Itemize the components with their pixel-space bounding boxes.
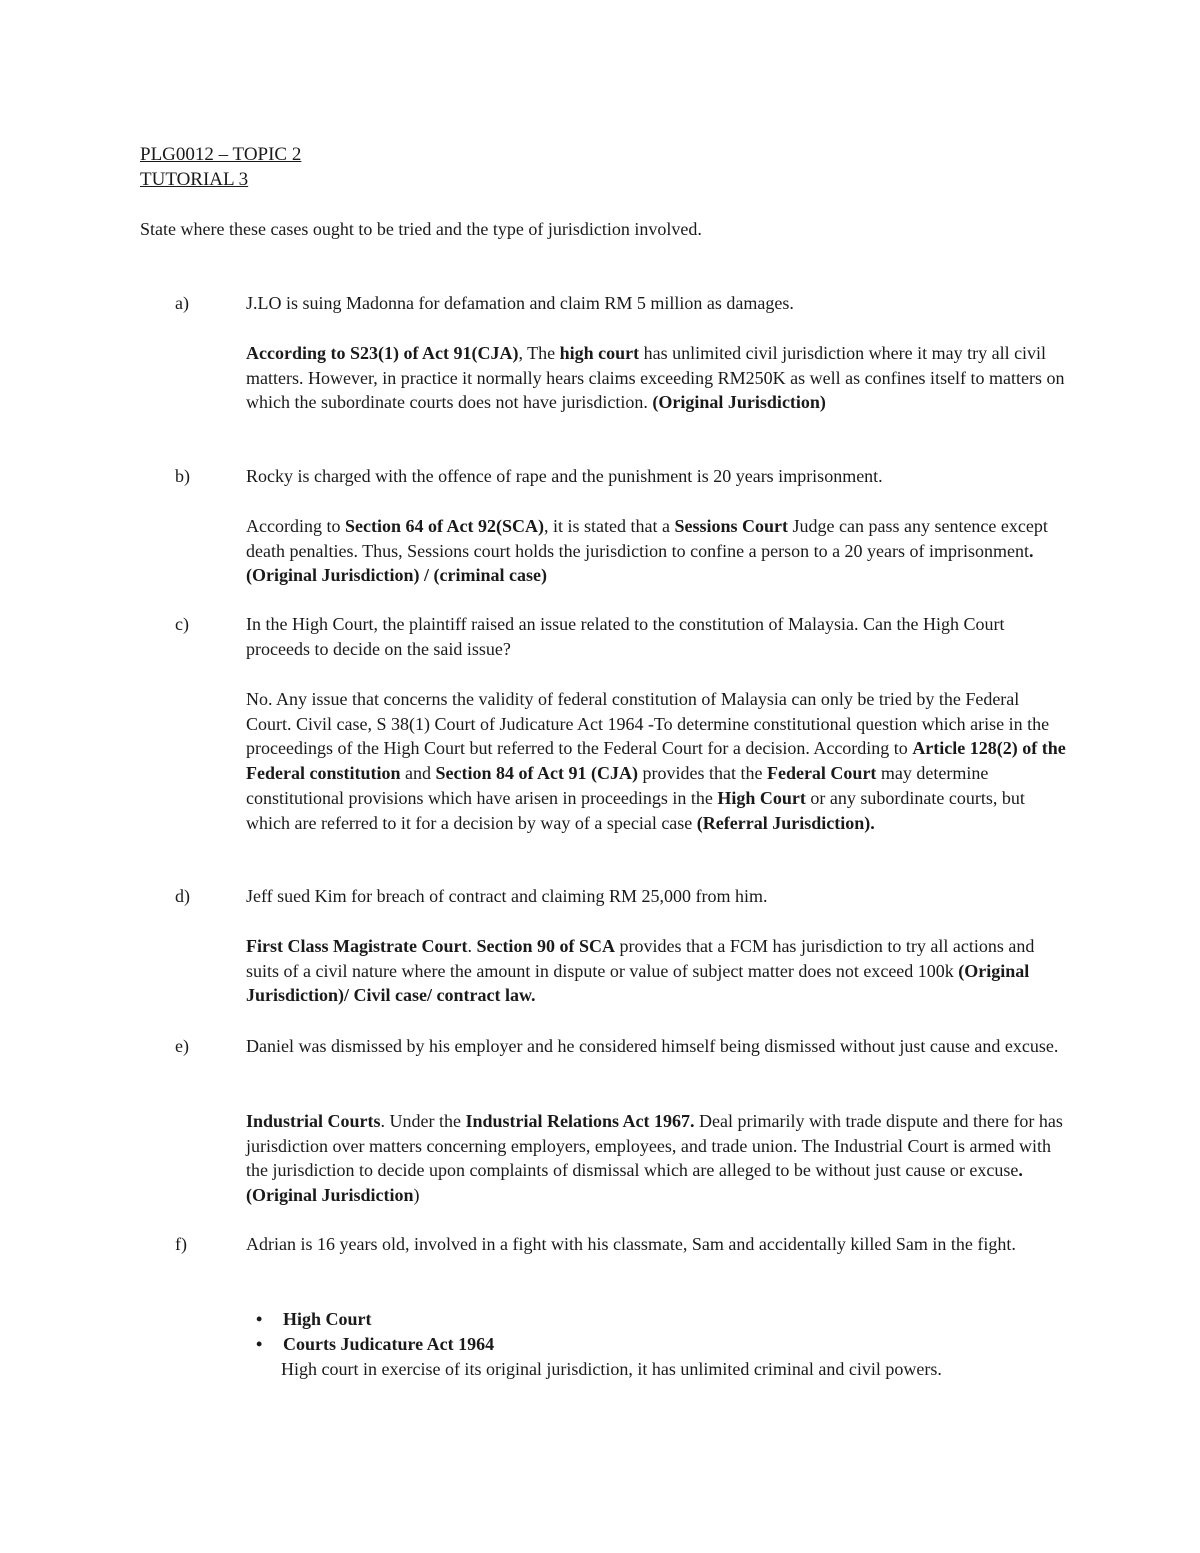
item-label: b) xyxy=(175,466,190,486)
emphasis-text: high court xyxy=(559,343,640,363)
bullet-text: Courts Judicature Act 1964 xyxy=(283,1333,495,1354)
emphasis-text: Section 64 of Act 92(SCA) xyxy=(344,516,544,536)
emphasis-text: Article 128(2) of the Federal constitution xyxy=(246,738,1066,784)
item-label: e) xyxy=(175,1036,189,1056)
question-text: Adrian is 16 years old, involved in a fight with his classmate, Sam and accidentally killed Sam in the fight. xyxy=(246,1234,1016,1254)
answer-text: High court in exercise of its original jurisdiction, it has unlimited criminal and civil powers. xyxy=(281,1359,942,1379)
item-label: d) xyxy=(175,886,190,906)
emphasis-text: First Class Magistrate Court xyxy=(246,936,468,956)
item-label: f) xyxy=(175,1234,187,1254)
question-text: Rocky is charged with the offence of rape and the punishment is 20 years imprisonment. xyxy=(246,466,883,486)
emphasis-text: . (Original Jurisdiction xyxy=(246,1160,1023,1206)
question-text: In the High Court, the plaintiff raised an issue related to the constitution of Malaysia. Can the High Court proceeds to decide on the said issue? xyxy=(246,614,1005,659)
question-text: J.LO is suing Madonna for defamation and claim RM 5 million as damages. xyxy=(246,293,794,313)
item-label: c) xyxy=(175,614,189,634)
question-text: Jeff sued Kim for breach of contract and claiming RM 25,000 from him. xyxy=(246,886,768,906)
bullet-list xyxy=(246,1307,1066,1356)
item-label: a) xyxy=(175,293,189,313)
bullet-text: High Court xyxy=(283,1309,372,1329)
answer-text: According to S23(1) of Act 91(CJA), The high court has unlimited civil jurisdiction where it may try all civil matters. However, in practice it normally hears claims exceeding RM250K as well as confines itself to matters on which the subordinate courts does not have jurisdiction. (Original Jurisdiction) xyxy=(246,343,1065,413)
emphasis-text: (Original Jurisdiction) xyxy=(652,392,826,413)
bullet-icon: • xyxy=(256,1309,263,1329)
answer-text: First Class Magistrate Court. Section 90 of SCA provides that a FCM has jurisdiction to try all actions and suits of a civil nature where the amount in dispute or value of subject matter does not exceed 100k (Original Jurisdiction)/ Civil case/ contract law. xyxy=(246,936,1035,1006)
emphasis-text: Sessions Court xyxy=(674,516,788,536)
emphasis-text: According to S23(1) of Act 91(CJA) xyxy=(246,343,519,363)
emphasis-text: (Original Jurisdiction)/ Civil case/ contract law. xyxy=(246,960,1030,1006)
answer-text: Industrial Courts. Under the Industrial Relations Act 1967. Deal primarily with trade dispute and there for has jurisdiction over matters concerning employers, employees, and trade union. The Industrial Court is armed with the jurisdiction to decide upon complaints of dismissal which are alleged to be without just cause or excuse. (Original Jurisdiction) xyxy=(246,1111,1063,1206)
course-title: PLG0012 – TOPIC 2 xyxy=(140,144,302,165)
bullet-icon: • xyxy=(256,1333,263,1354)
question-text: Daniel was dismissed by his employer and he considered himself being dismissed without just cause and excuse. xyxy=(246,1036,1059,1056)
tutorial-title: TUTORIAL 3 xyxy=(140,169,249,190)
answer-text: No. Any issue that concerns the validity of federal constitution of Malaysia can only be tried by the Federal Court. Civil case, S 38(1) Court of Judicature Act 1964 -To determine constitutional question which arise in the proceedings of the High Court but referred to the Federal Court for a decision. According to Article 128(2) of the Federal constitution and Section 84 of Act 91 (CJA) provides that the Federal Court may determine constitutional provisions which have arisen in proceedings in the High Court or any subordinate courts, but which are referred to it for a decision by way of a special case (Referral Jurisdiction). xyxy=(246,689,1066,833)
emphasis-text: (Referral Jurisdiction). xyxy=(696,812,875,833)
answer-text: According to Section 64 of Act 92(SCA), it is stated that a Sessions Court Judge can pass any sentence except death penalties. Thus, Sessions court holds the jurisdiction to confine a person to a 20 years of imprisonment. (Original Jurisdiction) / (criminal case) xyxy=(246,516,1048,586)
emphasis-text: Industrial Relations Act 1967. xyxy=(465,1111,695,1131)
emphasis-text: . (Original Jurisdiction) / (criminal case) xyxy=(246,540,1034,586)
instruction-text: State where these cases ought to be tried and the type of jurisdiction involved. xyxy=(140,219,702,239)
list-item xyxy=(246,1307,1066,1332)
emphasis-text: Section 90 of SCA xyxy=(476,936,615,956)
list-item xyxy=(246,1332,1066,1357)
emphasis-text: Industrial Courts xyxy=(246,1111,381,1131)
emphasis-text: Section 84 of Act 91 (CJA) xyxy=(435,763,638,784)
emphasis-text: High Court xyxy=(717,787,806,808)
emphasis-text: Federal Court xyxy=(766,763,877,784)
